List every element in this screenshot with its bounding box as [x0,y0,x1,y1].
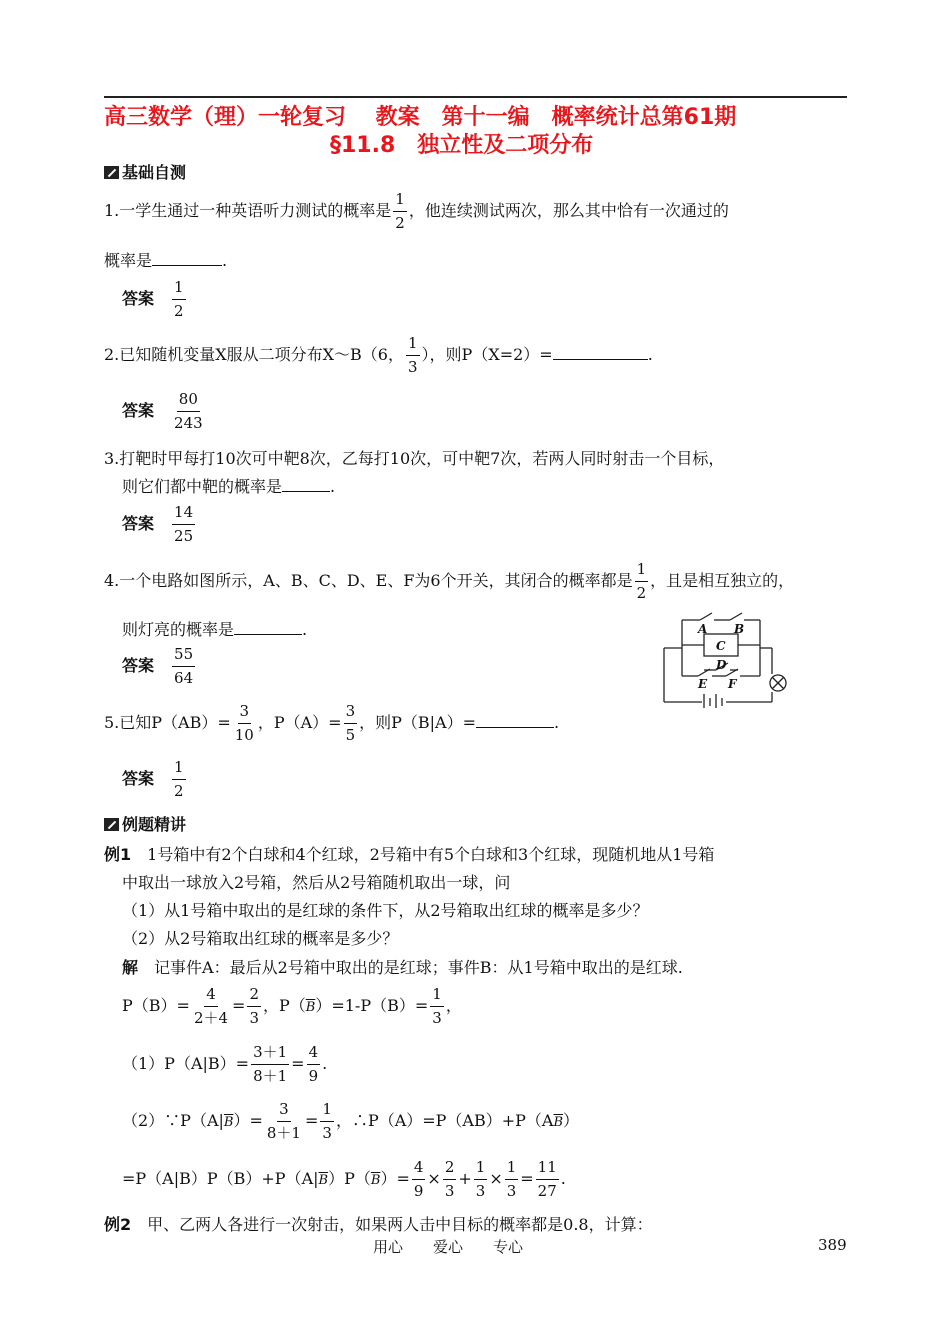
q4-answer: 答案 $\frac{55}{64}$ [122,645,194,687]
q1-fraction: $\frac{1}{2}$ [395,190,405,232]
q1-text-cont: ，他连续测试两次，那么其中恰有一次通过的 [408,200,729,220]
question-3: 3.打靶时甲每打10次可中靶8次，乙每打10次，可中靶7次，若两人同时射击一个目标， [104,449,725,468]
q5-answer: 答案 $\frac{1}{2}$ [122,758,184,800]
switch-label-d: D [716,658,727,672]
example-label: 例1 [104,845,132,864]
answer-blank [476,713,554,728]
answer-blank [152,251,222,266]
pencil-icon [104,818,119,831]
answer-blank [553,345,648,360]
switch-label-c: C [716,639,726,653]
equation-2: （1）P（A|B）= $\frac{3+1}{8+1}$ = $\frac{4}{9}$ . [122,1043,328,1085]
question-3-line2: 则它们都中靶的概率是 . [122,477,336,496]
example-1-sub2: （2）从2号箱取出红球的概率是多少？ [122,929,399,948]
question-2: 2.已知随机变量X服从二项分布X～B（6， $\frac{1}{3}$ ），则P（X=2）= . [104,334,653,376]
question-4: 4.一个电路如图所示，A、B、C、D、E、F为6个开关，其闭合的概率都是 $\frac{1}{2}$ ，且是相互独立的， [104,560,795,602]
question-5: 5.已知P（AB）= $\frac{3}{10}$ ，P（A）= $\frac{3}{5}$ ，则P（B|A）= . [104,702,560,744]
example-1: 例1 1号箱中有2个白球和4个红球，2号箱中有5个白球和3个红球，现随机地从1号箱 [104,845,715,864]
header-rule [104,96,847,98]
lesson-subtitle: §11.8 独立性及二项分布 [330,133,594,158]
section-basic-test [104,160,186,183]
equation-1: P（B）= $\frac{4}{2+4}$ = $\frac{2}{3}$ ，$P(\overline{B})=1-P(B)=$ $\frac{1}{3}$ ， [122,985,462,1027]
q2-fraction: $\frac{1}{3}$ [408,334,418,376]
example-2: 例2 甲、乙两人各进行一次射击，如果两人击中目标的概率都是0.8，计算： [104,1215,653,1234]
q1-answer [122,278,188,321]
pencil-icon [104,166,119,179]
answer-label: 答案 [122,288,155,308]
switch-label-f: F [728,677,737,691]
question-1 [104,190,729,233]
example-1-line2: 中取出一球放入2号箱，然后从2号箱随机取出一球，问 [122,873,511,892]
switch-label-e: E [698,677,708,691]
switch-label-a: A [698,622,708,636]
q3-answer: 答案 $\frac{14}{25}$ [122,503,194,545]
page-title: 高三数学（理）一轮复习 教案 第十一编 概率统计总第61期 [104,105,737,130]
equation-4: $=P(A|B)P(B)+P(A|\overline{B})P(\overline{B})=$ $\frac{4}{9}$ × $\frac{2}{3}$ + $\frac{1}{3}$ × $\frac{1}{3}$ = $\frac{11}{27}$ . [122,1158,566,1200]
example-1-sub1: （1）从1号箱中取出的是红球的条件下，从2号箱取出红球的概率是多少？ [122,901,649,920]
switch-label-b: B [734,622,745,636]
question-1-line2: 概率是 . [104,251,228,270]
answer-fraction: $\frac{1}{2}$ [174,278,184,320]
q2-answer: 答案 $\frac{80}{243}$ [122,390,203,432]
question-4-line2: 则灯亮的概率是 . [122,620,308,639]
page-number: 389 [818,1236,847,1254]
solution-intro: 解 记事件A：最后从2号箱中取出的是红球；事件B：从1号箱中取出的是红球. [122,958,683,977]
equation-3: $(2)\because P(A|\overline{B})=$ $\frac{3}{8+1}$ = $\frac{1}{3}$ ，$\therefore P(A)=P(AB)+P(A\overline{B})$ [122,1100,580,1142]
section-label: 基础自测 [122,163,187,182]
footer-motto: 用心 爱心 专心 [373,1238,524,1256]
answer-blank [234,620,302,635]
answer-blank [282,477,330,492]
section-examples: 例题精讲 [104,812,186,835]
q1-text: 1.一学生通过一种英语听力测试的概率是 [104,200,392,220]
circuit-diagram [660,608,800,708]
